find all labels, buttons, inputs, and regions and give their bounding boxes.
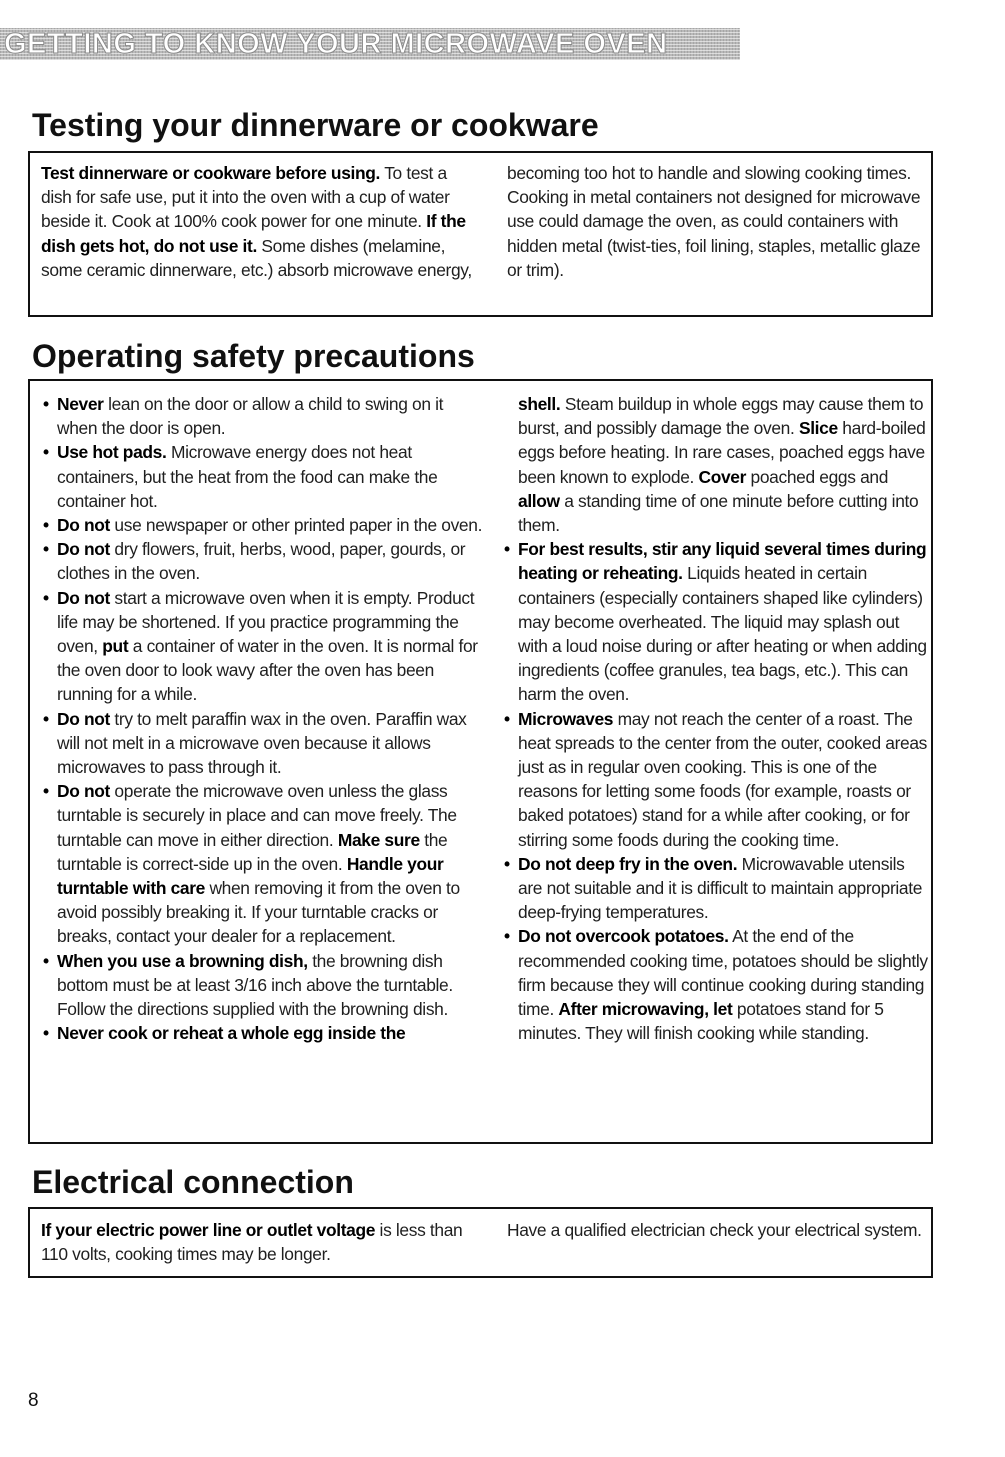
bullet-item: • Microwaves may not reach the center of a roast. The heat spreads to the center from the outer, cooked areas just as in regular oven cooking. This is one of the reasons for letting some foods (for example, roasts or baked potatoes) stand for a while after cooking, or for stirring some foods during the cooking time. — [504, 708, 928, 850]
bold-phrase: Do not — [57, 515, 110, 536]
electrical-box — [28, 1207, 933, 1278]
bold-phrase: Do not — [57, 708, 110, 729]
page-number: 8 — [28, 1390, 39, 1411]
bullet-item: • Do not dry flowers, fruit, herbs, wood, paper, gourds, or clothes in the oven. — [43, 539, 466, 584]
bold-phrase: If your electric power line or outlet voltage — [41, 1220, 376, 1240]
bullet-item: • Do not start a microwave oven when it is empty. Product life may be shortened. If you practice programming the oven, put a container of water in the oven. It is normal for the oven door to look wavy after the oven has been running for a while. — [43, 587, 478, 705]
bullet-item: • Do not operate the microwave oven unless the glass turntable is securely in place and can move freely. The turntable can move in either direction. Make sure the turntable is correct-side up in the oven. Handle your turntable with care when removing it from the oven to avoid possibly breaking it. If your turntable cracks or breaks, contact your dealer for a replacement. — [43, 781, 460, 947]
bold-phrase: Do not overcook potatoes. — [518, 926, 729, 947]
testing-right-text: becoming too hot to handle and slowing cooking times. Cooking in metal containers not designed for microwave use could damage the oven, as could containers with hidden metal (twist-ties, foil lining, staples, metallic glaze or trim). — [507, 163, 921, 280]
bold-phrase: Never cook or reheat a whole egg inside the — [57, 1023, 406, 1044]
bullet-item: • When you use a browning dish, the browning dish bottom must be at least 3/16 inch above the turntable. Follow the directions supplied with the browning dish. — [43, 950, 453, 1020]
testing-left-column — [41, 161, 481, 282]
bold-phrase: Slice — [798, 418, 838, 439]
bold-phrase: Never — [57, 394, 104, 414]
bold-phrase: When you use a browning dish, — [57, 950, 308, 971]
bullet-icon: • — [43, 587, 49, 608]
banner-text: GETTING TO KNOW YOUR MICROWAVE OVEN — [4, 28, 668, 60]
bold-phrase: put — [102, 636, 129, 657]
testing-right-column — [507, 161, 927, 282]
safety-left-column — [43, 392, 483, 1045]
bullet-item: • Do not overcook potatoes. At the end of the recommended cooking time, potatoes should be slightly firm because they will continue cooking during standing time. After microwaving, let potatoes stand for 5 minutes. They will finish cooking while standing. — [504, 926, 928, 1044]
bullet-icon: • — [504, 853, 510, 874]
safety-right-list — [504, 537, 929, 1045]
bold-phrase: Do not deep fry in the oven. — [518, 853, 738, 874]
bold-phrase: Do not — [57, 781, 110, 802]
bullet-icon: • — [43, 781, 49, 802]
bullet-icon: • — [43, 442, 49, 463]
electrical-right-text: Have a qualified electrician check your electrical system. — [507, 1220, 922, 1240]
bold-phrase: Do not — [57, 587, 110, 608]
testing-box — [28, 151, 933, 317]
bullet-item: • Do not use newspaper or other printed paper in the oven. — [43, 513, 483, 537]
bold-phrase: Do not — [57, 539, 110, 560]
bullet-icon: • — [43, 708, 49, 729]
bullet-item: • For best results, stir any liquid several times during heating or reheating. Liquids heated in certain containers (especially containers shaped like cylinders) may become overheated. The liquid may splash out with a loud noise during or after heating or when adding ingredients (coffee granules, tea bags, etc.). This can harm the oven. — [504, 539, 927, 705]
electrical-left-text: If your electric power line or outlet voltage is less than 110 volts, cooking times may be longer. — [41, 1220, 463, 1265]
bold-phrase: Use hot pads. — [57, 442, 167, 463]
bullet-item — [43, 1021, 483, 1045]
bullet-icon: • — [43, 394, 49, 414]
safety-right-column — [504, 392, 929, 1045]
bold-phrase: shell. — [518, 394, 561, 414]
electrical-right-column — [507, 1218, 927, 1242]
safety-box — [28, 379, 933, 1144]
bullet-icon: • — [43, 950, 49, 971]
testing-title: Testing your dinnerware or cookware — [32, 107, 599, 143]
bullet-icon: • — [43, 1023, 49, 1044]
bold-phrase: Cover — [698, 466, 747, 487]
bullet-icon: • — [43, 515, 49, 536]
testing-left-text: Test dinnerware or cookware before using. To test a dish for safe use, put it into the oven with a cup of water beside it. Cook at 100% cook power for one minute. If the dish gets hot, do not use it. Some dishes (melamine, some ceramic dinnerware, etc.) absorb microwave energy, — [41, 163, 472, 280]
bold-phrase: For best results, stir any liquid several times during heating or reheating. — [518, 539, 927, 584]
bold-phrase: allow — [518, 490, 560, 511]
bold-phrase: After microwaving, let — [558, 999, 733, 1020]
bold-phrase: Microwaves — [518, 708, 614, 729]
safety-right-continuation: shell. Steam buildup in whole eggs may cause them to burst, and possibly damage the oven. Slice hard-boiled eggs before heating. In rare cases, poached eggs have been known to explode. Cover poached eggs and allow a standing time of one minute before cutting into them. — [518, 394, 926, 536]
bullet-item: • Use hot pads. Microwave energy does not heat containers, but the heat from the food can make the container hot. — [43, 442, 438, 511]
bullet-item: • Never lean on the door or allow a child to swing on it when the door is open. — [43, 394, 444, 439]
electrical-title: Electrical connection — [32, 1164, 354, 1200]
bullet-icon: • — [504, 926, 510, 947]
bold-phrase: If the dish gets hot, do not use it. — [41, 211, 466, 256]
bold-phrase: Make sure — [337, 829, 420, 850]
electrical-left-column — [41, 1218, 481, 1266]
bullet-item: • Do not deep fry in the oven. Microwavable utensils are not suitable and it is difficult to maintain appropriate deep-frying temperatures. — [504, 853, 923, 923]
section-banner — [0, 28, 740, 60]
bold-phrase: Test dinnerware or cookware before using. — [41, 163, 381, 183]
bullet-icon: • — [504, 539, 510, 560]
bullet-item: • Do not try to melt paraffin wax in the oven. Paraffin wax will not melt in a microwave oven because it allows microwaves to pass through it. — [43, 708, 467, 778]
safety-title: Operating safety precautions — [32, 338, 475, 374]
bullet-icon: • — [43, 539, 49, 560]
bold-phrase: Handle your turntable with care — [57, 853, 444, 899]
bullet-icon: • — [504, 708, 510, 729]
